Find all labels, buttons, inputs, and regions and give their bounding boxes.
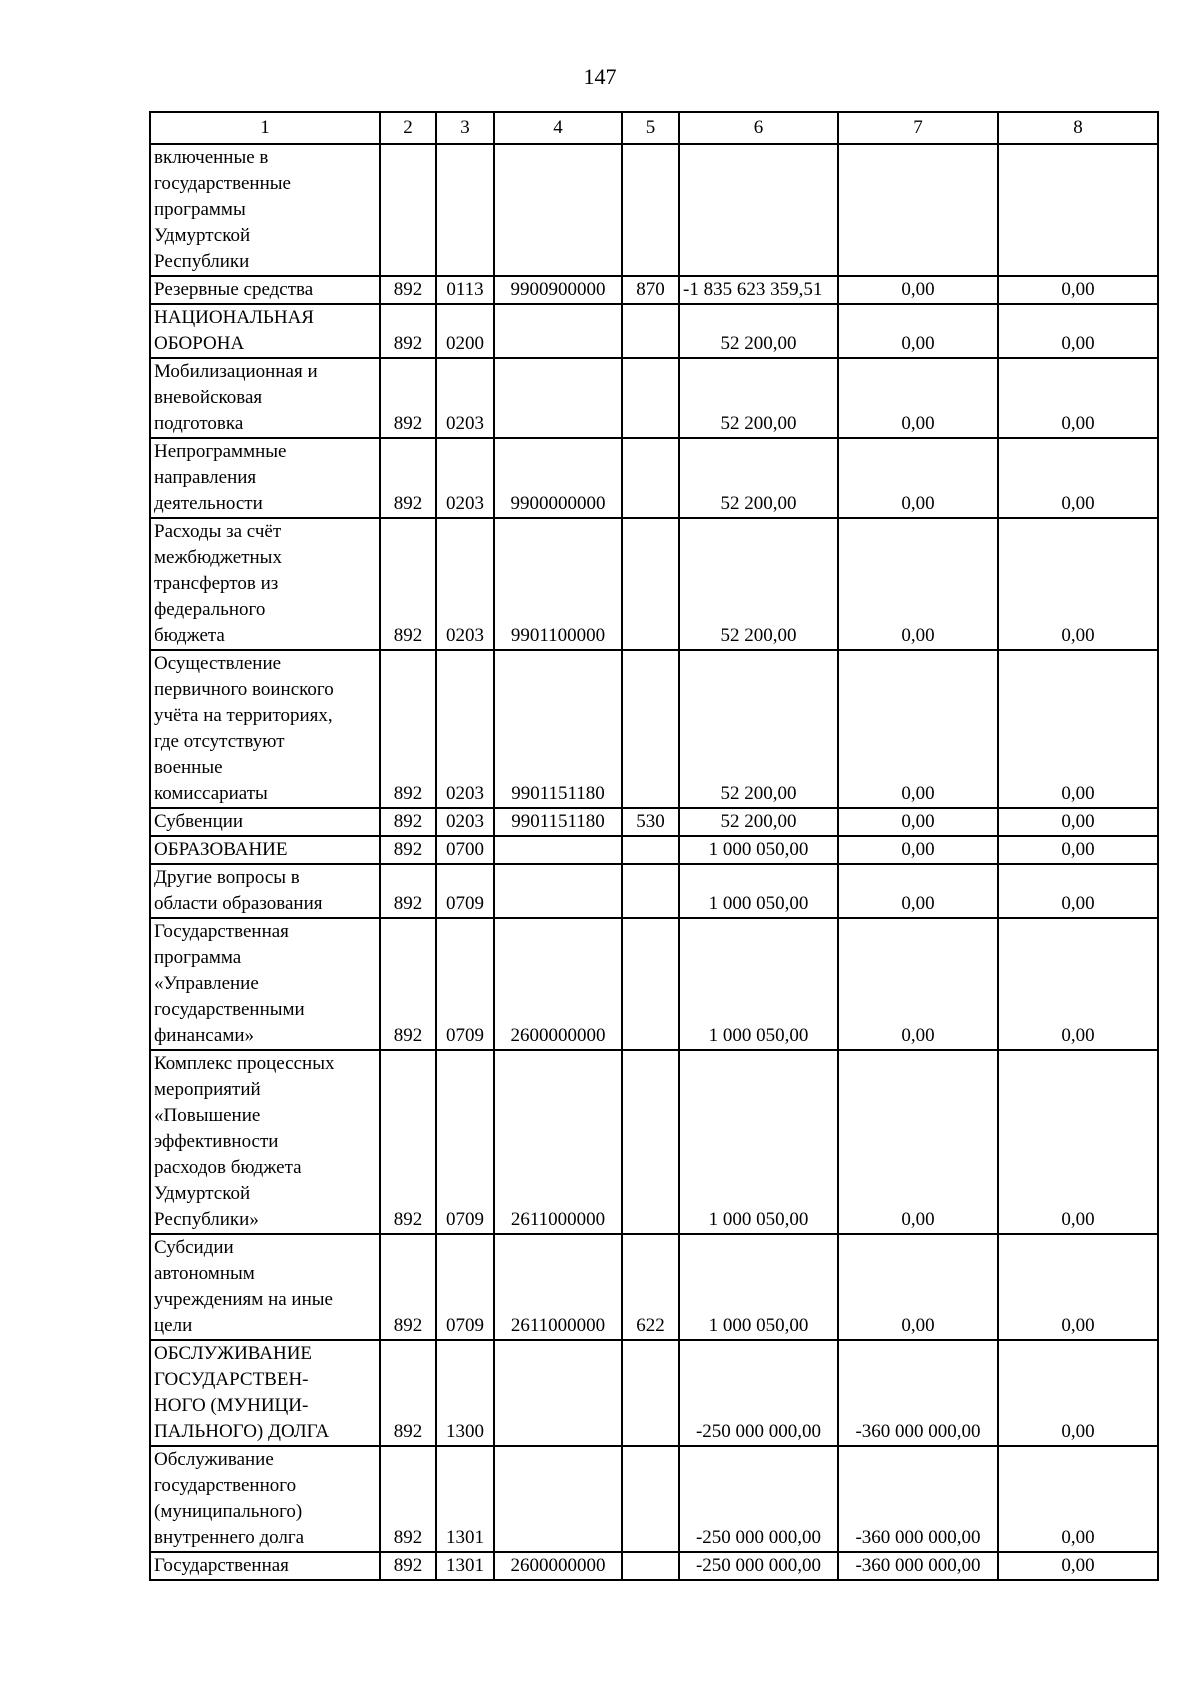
cell-admin-code: 892 [380,1340,436,1446]
cell-section-code: 1301 [436,1446,494,1552]
cell-expense-type [622,358,679,438]
cell-expense-type [622,1552,679,1580]
cell-name: Осуществление первичного воинского учёта на территориях, где отсутствуют военные комиссариаты [150,650,380,808]
cell-admin-code [380,144,436,276]
cell-amount-col8: 0,00 [998,1446,1158,1552]
cell-section-code: 0200 [436,304,494,358]
cell-amount-col7: -360 000 000,00 [838,1446,998,1552]
cell-target-article: 2611000000 [494,1234,622,1340]
column-header: 7 [838,112,998,144]
cell-target-article [494,1340,622,1446]
cell-amount-col6: -250 000 000,00 [679,1552,838,1580]
table-row [150,358,1158,438]
table-row [150,144,1158,276]
cell-expense-type [622,650,679,808]
cell-admin-code: 892 [380,836,436,864]
cell-amount-col7: 0,00 [838,358,998,438]
table-row [150,518,1158,650]
cell-amount-col6: -250 000 000,00 [679,1446,838,1552]
cell-admin-code: 892 [380,808,436,836]
cell-expense-type: 622 [622,1234,679,1340]
cell-amount-col6: 52 200,00 [679,358,838,438]
cell-name: Комплекс процессных мероприятий «Повышение эффективности расходов бюджета Удмуртской Республики» [150,1050,380,1234]
cell-target-article [494,144,622,276]
table-row [150,276,1158,304]
cell-amount-col6: 52 200,00 [679,438,838,518]
cell-section-code: 0203 [436,518,494,650]
cell-expense-type [622,438,679,518]
column-header: 3 [436,112,494,144]
cell-amount-col7: 0,00 [838,836,998,864]
cell-name: Государственная [150,1552,380,1580]
cell-target-article: 9901100000 [494,518,622,650]
cell-amount-col7: -360 000 000,00 [838,1552,998,1580]
cell-target-article [494,358,622,438]
cell-name: ОБСЛУЖИВАНИЕ ГОСУДАРСТВЕН- НОГО (МУНИЦИ- ПАЛЬНОГО) ДОЛГА [150,1340,380,1446]
budget-table [149,111,1159,1581]
cell-section-code: 1300 [436,1340,494,1446]
cell-name: НАЦИОНАЛЬНАЯ ОБОРОНА [150,304,380,358]
cell-expense-type [622,304,679,358]
column-header: 2 [380,112,436,144]
cell-section-code: 1301 [436,1552,494,1580]
cell-amount-col8: 0,00 [998,1234,1158,1340]
cell-target-article [494,1446,622,1552]
cell-name: Другие вопросы в области образования [150,864,380,918]
cell-admin-code: 892 [380,276,436,304]
cell-section-code: 0203 [436,808,494,836]
table-row [150,1050,1158,1234]
cell-amount-col7: 0,00 [838,438,998,518]
column-header: 6 [679,112,838,144]
cell-amount-col6: 1 000 050,00 [679,836,838,864]
table-row [150,1234,1158,1340]
cell-amount-col7: 0,00 [838,276,998,304]
cell-amount-col6: 52 200,00 [679,650,838,808]
cell-name: Непрограммные направления деятельности [150,438,380,518]
cell-amount-col6: 52 200,00 [679,518,838,650]
table-row [150,808,1158,836]
cell-amount-col8: 0,00 [998,518,1158,650]
cell-amount-col8: 0,00 [998,438,1158,518]
cell-admin-code: 892 [380,1446,436,1552]
cell-amount-col6: 1 000 050,00 [679,864,838,918]
cell-admin-code: 892 [380,518,436,650]
cell-target-article: 2611000000 [494,1050,622,1234]
cell-name: включенные в государственные программы Удмуртской Республики [150,144,380,276]
column-header: 1 [150,112,380,144]
cell-amount-col7 [838,144,998,276]
cell-amount-col6: 52 200,00 [679,808,838,836]
cell-amount-col7: 0,00 [838,1234,998,1340]
header-row [150,112,1158,144]
cell-amount-col8 [998,144,1158,276]
cell-admin-code: 892 [380,1552,436,1580]
table-row [150,864,1158,918]
cell-name: Субвенции [150,808,380,836]
cell-admin-code: 892 [380,358,436,438]
table-row [150,918,1158,1050]
cell-amount-col6: 1 000 050,00 [679,918,838,1050]
cell-amount-col7: -360 000 000,00 [838,1340,998,1446]
cell-admin-code: 892 [380,1050,436,1234]
cell-target-article [494,304,622,358]
cell-amount-col7: 0,00 [838,918,998,1050]
cell-target-article: 9901151180 [494,650,622,808]
cell-section-code: 0709 [436,918,494,1050]
table-row [150,650,1158,808]
cell-expense-type [622,918,679,1050]
cell-expense-type: 870 [622,276,679,304]
cell-amount-col8: 0,00 [998,836,1158,864]
cell-admin-code: 892 [380,438,436,518]
cell-amount-col7: 0,00 [838,1050,998,1234]
cell-target-article: 2600000000 [494,918,622,1050]
cell-admin-code: 892 [380,304,436,358]
cell-name: Обслуживание государственного (муниципального) внутреннего долга [150,1446,380,1552]
column-header: 4 [494,112,622,144]
cell-amount-col8: 0,00 [998,304,1158,358]
cell-amount-col6: -1 835 623 359,51 [679,276,838,304]
cell-amount-col8: 0,00 [998,864,1158,918]
cell-target-article: 9900900000 [494,276,622,304]
cell-expense-type [622,518,679,650]
table-row [150,1446,1158,1552]
cell-amount-col6: -250 000 000,00 [679,1340,838,1446]
cell-amount-col7: 0,00 [838,808,998,836]
cell-section-code: 0709 [436,1234,494,1340]
cell-amount-col8: 0,00 [998,1050,1158,1234]
cell-section-code: 0709 [436,1050,494,1234]
cell-admin-code: 892 [380,918,436,1050]
cell-expense-type [622,1446,679,1552]
table-row [150,438,1158,518]
cell-amount-col7: 0,00 [838,650,998,808]
cell-amount-col6: 52 200,00 [679,304,838,358]
cell-amount-col8: 0,00 [998,1552,1158,1580]
cell-amount-col6: 1 000 050,00 [679,1050,838,1234]
cell-section-code: 0709 [436,864,494,918]
cell-expense-type: 530 [622,808,679,836]
cell-target-article: 9901151180 [494,808,622,836]
cell-expense-type [622,864,679,918]
cell-name: Государственная программа «Управление государственными финансами» [150,918,380,1050]
page-number: 147 [583,64,617,89]
cell-amount-col8: 0,00 [998,276,1158,304]
column-header: 5 [622,112,679,144]
cell-section-code: 0203 [436,358,494,438]
column-header: 8 [998,112,1158,144]
table-row [150,1552,1158,1580]
cell-admin-code: 892 [380,650,436,808]
cell-section-code: 0203 [436,650,494,808]
table-row [150,836,1158,864]
table-row [150,304,1158,358]
cell-name: Расходы за счёт межбюджетных трансфертов из федерального бюджета [150,518,380,650]
cell-expense-type [622,1340,679,1446]
cell-amount-col7: 0,00 [838,304,998,358]
table-row [150,1340,1158,1446]
cell-target-article [494,836,622,864]
cell-amount-col8: 0,00 [998,650,1158,808]
cell-amount-col8: 0,00 [998,918,1158,1050]
cell-section-code: 0700 [436,836,494,864]
cell-amount-col8: 0,00 [998,1340,1158,1446]
cell-amount-col7: 0,00 [838,864,998,918]
cell-name: Субсидии автономным учреждениям на иные цели [150,1234,380,1340]
cell-amount-col8: 0,00 [998,808,1158,836]
cell-amount-col6: 1 000 050,00 [679,1234,838,1340]
cell-section-code: 0203 [436,438,494,518]
cell-target-article: 9900000000 [494,438,622,518]
table-body [150,144,1158,1580]
cell-admin-code: 892 [380,864,436,918]
cell-section-code [436,144,494,276]
cell-expense-type [622,144,679,276]
cell-expense-type [622,1050,679,1234]
cell-amount-col7: 0,00 [838,518,998,650]
cell-target-article: 2600000000 [494,1552,622,1580]
cell-target-article [494,864,622,918]
cell-amount-col8: 0,00 [998,358,1158,438]
cell-section-code: 0113 [436,276,494,304]
cell-name: Мобилизационная и вневойсковая подготовка [150,358,380,438]
cell-expense-type [622,836,679,864]
cell-name: ОБРАЗОВАНИЕ [150,836,380,864]
cell-name: Резервные средства [150,276,380,304]
cell-amount-col6 [679,144,838,276]
cell-admin-code: 892 [380,1234,436,1340]
